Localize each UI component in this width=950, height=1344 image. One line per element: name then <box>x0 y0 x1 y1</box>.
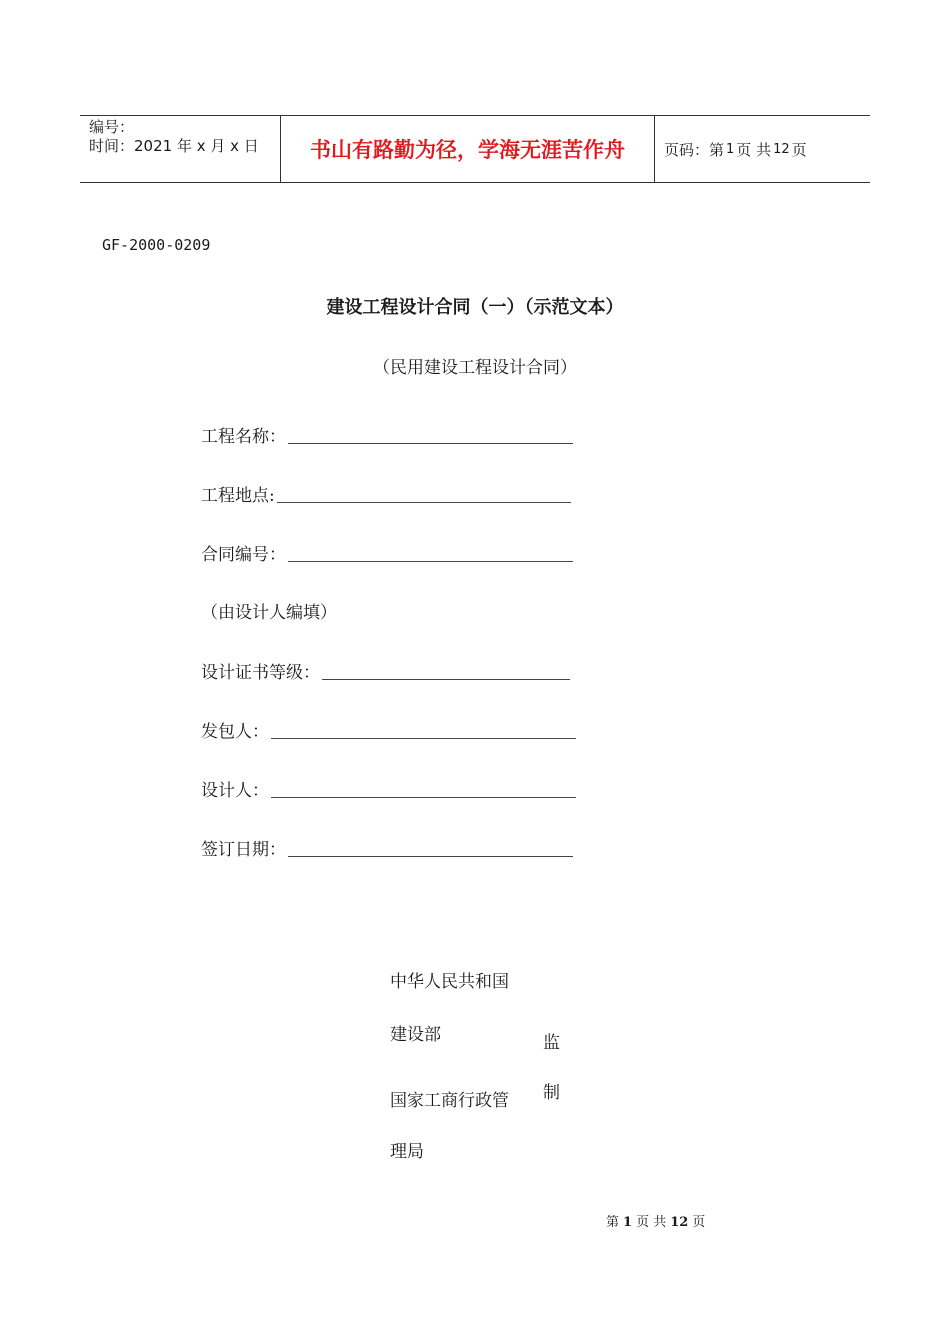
page-footer <box>606 1211 705 1230</box>
page-mid: 页 共 <box>736 140 772 159</box>
page-header <box>80 115 870 183</box>
document-subtitle: （民用建设工程设计合同） <box>373 358 577 378</box>
footer-total-pages: 12 <box>670 1215 689 1230</box>
field-label: 签订日期： <box>201 840 286 860</box>
page-total: 12 <box>773 141 790 157</box>
header-page-number <box>655 116 870 182</box>
field-note: （由设计人编填） <box>201 603 337 623</box>
header-motto: 书山有路勤为径，学海无涯苦作舟 <box>281 116 655 182</box>
page-label: 页码：第 <box>664 140 725 159</box>
issuer-line-3: 国家工商行政管 <box>390 1091 509 1111</box>
field-project-location <box>201 481 571 506</box>
issuer-side-2: 制 <box>543 1083 560 1103</box>
footer-mid: 页 共 <box>636 1215 667 1230</box>
blank-line <box>271 797 576 798</box>
document-title: 建设工程设计合同（一）（示范文本） <box>326 297 624 318</box>
field-label: 合同编号： <box>201 545 286 565</box>
time-label: 时间： <box>89 137 135 155</box>
blank-line <box>271 738 576 739</box>
document-code: GF-2000-0209 <box>102 236 211 254</box>
field-project-name <box>201 422 573 447</box>
blank-line <box>288 443 573 444</box>
blank-line <box>288 561 573 562</box>
field-employer <box>201 717 576 742</box>
field-sign-date <box>201 835 573 860</box>
field-designer <box>201 776 576 801</box>
issuer-line-2: 建设部 <box>390 1025 441 1045</box>
page-current: 1 <box>726 141 735 157</box>
field-label: 设计证书等级： <box>201 663 320 683</box>
field-label: 设计人： <box>201 781 269 801</box>
footer-suffix: 页 <box>692 1215 706 1230</box>
field-label: 工程名称： <box>201 427 286 447</box>
field-label: 发包人： <box>201 722 269 742</box>
blank-line <box>322 679 570 680</box>
blank-line <box>277 502 571 503</box>
number-label: 编号： <box>89 118 135 136</box>
footer-current-page: 1 <box>623 1215 633 1230</box>
issuer-line-4: 理局 <box>390 1142 424 1162</box>
issuer-line-1: 中华人民共和国 <box>390 972 509 992</box>
issuer-side-1: 监 <box>543 1033 560 1053</box>
page-end: 页 <box>791 140 807 159</box>
field-contract-number <box>201 540 573 565</box>
time-value: 2021 年 x 月 x 日 <box>134 137 259 155</box>
footer-prefix: 第 <box>606 1215 620 1230</box>
field-label: 工程地点: <box>201 486 275 506</box>
field-cert-level <box>201 658 570 683</box>
header-meta <box>80 116 281 182</box>
blank-line <box>288 856 573 857</box>
